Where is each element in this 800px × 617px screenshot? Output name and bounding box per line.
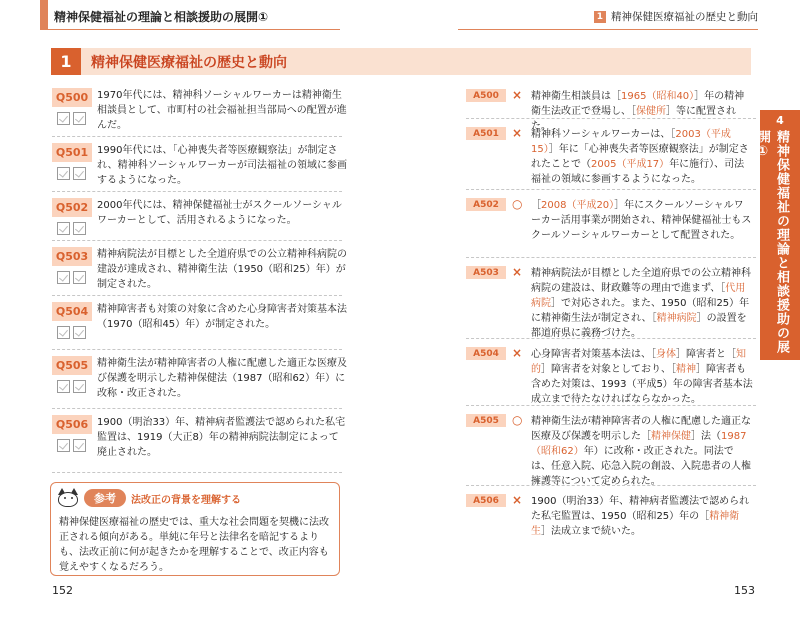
reference-label: 参考	[84, 489, 126, 507]
checkbox-icon[interactable]	[73, 439, 86, 452]
header-section-title: 精神保健医療福祉の歴史と動向	[611, 11, 758, 23]
answer-text	[531, 198, 753, 243]
checkbox-icon[interactable]	[57, 439, 70, 452]
answer-keyword: 保健所	[636, 106, 666, 117]
answer-text	[531, 127, 753, 187]
chapter-side-tab	[755, 110, 800, 360]
section-title: 精神保健医療福祉の歴史と動向	[81, 48, 751, 75]
header-section-number: 1	[594, 11, 606, 23]
answer-text-segment: ］の設置を都道府県に義務づけた。	[531, 313, 747, 339]
wrong-mark-icon: ×	[512, 88, 523, 102]
correct-mark-icon: ○	[512, 413, 523, 427]
question-number-tag: Q503	[52, 247, 92, 266]
checkbox-icon[interactable]	[57, 112, 70, 125]
answer-text	[531, 494, 753, 539]
running-header-left: 精神保健福祉の理論と相談援助の展開①	[54, 10, 269, 24]
question-text: 精神衛生法が精神障害者の人権に配慮した適正な医療及び保護を明示した精神保健法（1987（昭和62）年）に改称・改正された。	[97, 358, 347, 399]
chapter-title: 精神保健福祉の理論と相談援助の展開①	[755, 130, 789, 354]
answer-text-segment: ］法（	[691, 431, 721, 442]
question-number-tag: Q504	[52, 302, 92, 321]
question-text: 精神障害者も対策の対象に含めた心身障害者対策基本法（1970（昭和45）年）が制定された。	[97, 304, 347, 330]
dashed-divider	[52, 408, 342, 409]
checkbox-icon[interactable]	[73, 222, 86, 235]
page-number-right: 153	[734, 584, 755, 597]
running-header-right	[594, 9, 758, 24]
answer-number-tag: A504	[466, 347, 506, 360]
answer-number-tag: A505	[466, 414, 506, 427]
dashed-divider	[466, 338, 756, 339]
answer-keyword: 精神衛生	[531, 511, 740, 537]
question-text: 1990年代には、「心神喪失者等医療観察法」が制定され、精神科ソーシャルワーカーが司法福祉の領域に参画するようになった。	[97, 145, 347, 186]
checkbox-icon[interactable]	[57, 271, 70, 284]
checkbox-icon[interactable]	[57, 326, 70, 339]
checkbox-icon[interactable]	[73, 167, 86, 180]
answer-text-segment: ］障害者と［	[676, 349, 736, 360]
check-boxes	[57, 439, 86, 452]
answer-text-segment: 精神科ソーシャルワーカーは、［	[531, 129, 676, 140]
answer-number-tag: A500	[466, 89, 506, 102]
answer-text-segment: ［	[531, 200, 541, 211]
dashed-divider	[466, 189, 756, 190]
dashed-divider	[52, 349, 342, 350]
page-number-left: 152	[52, 584, 73, 597]
header-rule	[40, 29, 340, 30]
correct-mark-icon: ○	[512, 197, 523, 211]
answer-keyword: 2008（平成20）	[541, 200, 615, 211]
wrong-mark-icon: ×	[512, 346, 523, 360]
wrong-mark-icon: ×	[512, 493, 523, 507]
answer-text-segment: ］年にスクールソーシャルワーカー活用事業が開始され、精神保健福祉士もスクールソーシャルワーカーとして配置された。	[531, 200, 752, 241]
dashed-divider	[466, 405, 756, 406]
check-boxes	[57, 271, 86, 284]
answer-text-segment: ］で対応された。また、1950（昭和25）年に精神衛生法が制定され、［	[531, 298, 750, 324]
dashed-divider	[52, 240, 342, 241]
dashed-divider	[52, 472, 342, 473]
question-number-tag: Q506	[52, 415, 92, 434]
question-number-tag: Q501	[52, 143, 92, 162]
answer-text-segment: 精神病院法が目標とした全道府県での公立精神科病院の建設は、財政難等の理由で進まず、［	[531, 268, 751, 294]
answer-number-tag: A502	[466, 198, 506, 211]
cat-icon	[57, 488, 79, 508]
answer-keyword: 知的	[531, 349, 746, 375]
check-boxes	[57, 222, 86, 235]
answer-text	[531, 266, 753, 341]
corner-tab	[40, 0, 48, 30]
dashed-divider	[52, 136, 342, 137]
answer-text-segment: ］障害者を対象としており、［	[541, 364, 676, 375]
answer-text	[531, 347, 753, 407]
answer-text-segment: ］年の精神衛生法改正で登場し、［	[531, 91, 745, 117]
answer-text	[531, 414, 753, 489]
answer-keyword: 2003（平成15）	[531, 129, 731, 155]
check-boxes	[57, 326, 86, 339]
question-text: 精神病院法が目標とした全道府県での公立精神科病院の建設が達成され、精神衛生法（1950（昭和25）年）が制定された。	[97, 249, 347, 290]
answer-keyword: 精神病院	[656, 313, 697, 324]
answer-number-tag: A506	[466, 494, 506, 507]
answer-number-tag: A501	[466, 127, 506, 140]
reference-subtitle: 法改正の背景を理解する	[131, 494, 241, 506]
dashed-divider	[52, 295, 342, 296]
checkbox-icon[interactable]	[73, 380, 86, 393]
answer-text-segment: 心身障害者対策基本法は、［	[531, 349, 656, 360]
section-banner	[51, 48, 751, 75]
answer-text-segment: ］法成立まで続いた。	[541, 526, 641, 537]
answer-text-segment: ］障害者も含めた対策は、1993（平成5）年の障害者基本法成立まで待たなければならなかった。	[531, 364, 753, 405]
question-number-tag: Q502	[52, 198, 92, 217]
reference-text: 精神保健医療福祉の歴史では、重大な社会問題を契機に法改正される傾向がある。単純に年号と法律名を暗記するよりも、法改正前に何が起きたかを理解することで、改正内容も覚えやすくなるだろう。	[59, 517, 329, 573]
answer-keyword: 代用病院	[531, 283, 746, 309]
answer-keyword: 1965（昭和40）	[621, 91, 695, 102]
check-boxes	[57, 380, 86, 393]
wrong-mark-icon: ×	[512, 265, 523, 279]
checkbox-icon[interactable]	[73, 271, 86, 284]
answer-text-segment: 1900（明治33）年、精神病者監護法で認められた私宅監置は、1950（昭和25）年の［	[531, 496, 750, 522]
check-boxes	[57, 112, 86, 125]
chapter-number: 4	[776, 114, 784, 127]
checkbox-icon[interactable]	[57, 222, 70, 235]
section-number: 1	[51, 48, 81, 75]
question-number-tag: Q500	[52, 88, 92, 107]
answer-keyword: 精神	[676, 364, 696, 375]
answer-keyword: 2005（平成17）	[591, 159, 670, 170]
dashed-divider	[466, 257, 756, 258]
answer-keyword: 精神保健	[651, 431, 691, 442]
header-rule	[458, 29, 758, 30]
question-number-tag: Q505	[52, 356, 92, 375]
reference-box	[50, 482, 340, 576]
checkbox-icon[interactable]	[57, 380, 70, 393]
checkbox-icon[interactable]	[57, 167, 70, 180]
question-text: 1970年代には、精神科ソーシャルワーカーは精神衛生相談員として、市町村の社会福祉担当部局への配置が進んだ。	[97, 90, 347, 131]
answer-keyword: 身体	[656, 349, 676, 360]
question-text: 2000年代には、精神保健福祉士がスクールソーシャルワーカーとして、活用されるようになった。	[97, 200, 342, 226]
answer-text-segment: ］年に「心神喪失者等医療観察法」が制定されたことで（	[531, 144, 749, 170]
wrong-mark-icon: ×	[512, 126, 523, 140]
answer-text-segment: 精神衛生法が精神障害者の人権に配慮した適正な医療及び保護を明示した［	[531, 416, 751, 442]
dashed-divider	[466, 485, 756, 486]
checkbox-icon[interactable]	[73, 112, 86, 125]
dashed-divider	[52, 191, 342, 192]
answer-text-segment: 精神衛生相談員は［	[531, 91, 621, 102]
question-text: 1900（明治33）年、精神病者監護法で認められた私宅監置は、1919（大正8）年の精神病院法制定によって廃止された。	[97, 417, 346, 458]
reference-header	[57, 488, 241, 508]
answer-text-segment: ］等に配置された。	[531, 106, 736, 132]
answer-text-segment: 年に施行）、司法福祉の領域に参画するようになった。	[531, 159, 745, 185]
answer-text-segment: 年）に改称・改正された。同法では、任意入院、応急入院の創設、入院患者の人権擁護等について定められた。	[531, 446, 751, 487]
answer-keyword: 1987（昭和62）	[531, 431, 747, 457]
check-boxes	[57, 167, 86, 180]
checkbox-icon[interactable]	[73, 326, 86, 339]
answer-number-tag: A503	[466, 266, 506, 279]
dashed-divider	[466, 118, 756, 119]
